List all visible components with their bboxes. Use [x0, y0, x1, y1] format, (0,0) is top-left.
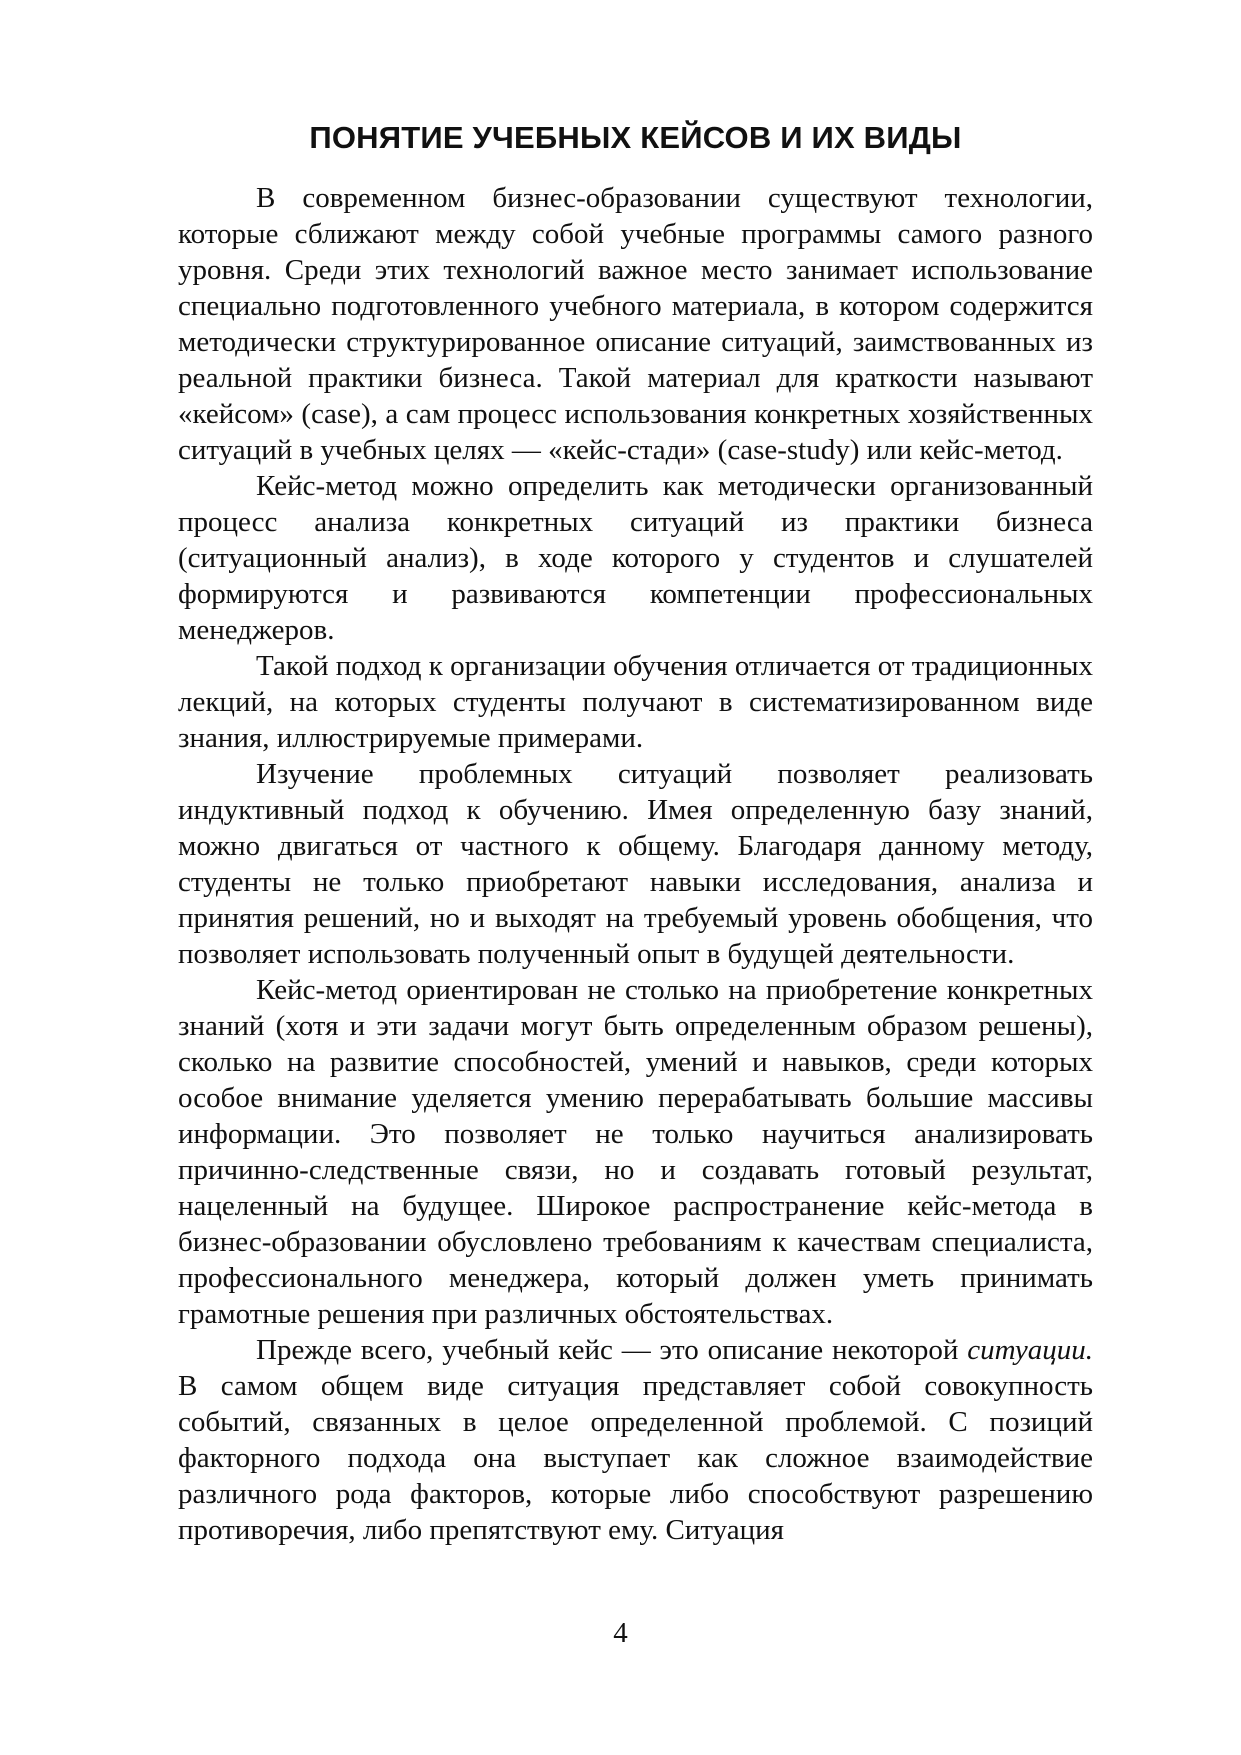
paragraph-text-after: В самом общем виде ситуация представляет собой совокупность событий, связанных в целое определенной проблемой. С позиций факторного подхода она выступает как сложное взаимодействие различного рода факторов, которые либо способствуют разрешению противоречия, либо препятствуют ему. Ситуация: [178, 1370, 1093, 1546]
page-title: ПОНЯТИЕ УЧЕБНЫХ КЕЙСОВ И ИХ ВИДЫ: [309, 120, 962, 155]
paragraph-lecture-comparison: Такой подход к организации обучения отличается от традиционных лекций, на которых студенты получают в систематизированном виде знания, иллюстрируемые примерами.: [178, 650, 1093, 754]
paragraph-situation-definition: [178, 1332, 1093, 1548]
emphasis-term: ситуации.: [967, 1334, 1093, 1366]
paragraph-text-before: Прежде всего, учебный кейс — это описание некоторой: [256, 1334, 968, 1366]
page-number: 4: [613, 1617, 628, 1649]
document-page: [178, 118, 1093, 1548]
paragraph-skills-orientation: Кейс-метод ориентирован не столько на приобретение конкретных знаний (хотя и эти задачи могут быть определенным образом решены), сколько на развитие способностей, умений и навыков, среди которых особое внимание уделяется умению перерабатывать большие массивы информации. Это позволяет не только научиться анализировать причинно-следственные связи, но и создавать готовый результат, нацеленный на будущее. Широкое распространение кейс-метода в бизнес-образовании обусловлено требованиям к качествам специалиста, профессионального менеджера, который должен уметь принимать грамотные решения при различных обстоятельствах.: [178, 974, 1093, 1330]
paragraph-intro: В современном бизнес-образовании существуют технологии, которые сближают между собой учебные программы самого разного уровня. Среди этих технологий важное место занимает использование специально подготовленного учебного материала, в котором содержится методически структурированное описание ситуаций, заимствованных из реальной практики бизнеса. Такой материал для краткости называют «кейсом» (case), а сам процесс использования конкретных хозяйственных ситуаций в учебных целях — «кейс-стади» (case-study) или кейс-метод.: [178, 182, 1093, 466]
paragraph-inductive-approach: Изучение проблемных ситуаций позволяет реализовать индуктивный подход к обучению. Имея определенную базу знаний, можно двигаться от частного к общему. Благодаря данному методу, студенты не только приобретают навыки исследования, анализа и принятия решений, но и выходят на требуемый уровень обобщения, что позволяет использовать полученный опыт в будущей деятельности.: [178, 758, 1093, 970]
paragraph-case-method-definition: Кейс-метод можно определить как методически организованный процесс анализа конкретных ситуаций из практики бизнеса (ситуационный анализ), в ходе которого у студентов и слушателей формируются и развиваются компетенции профессиональных менеджеров.: [178, 470, 1093, 646]
